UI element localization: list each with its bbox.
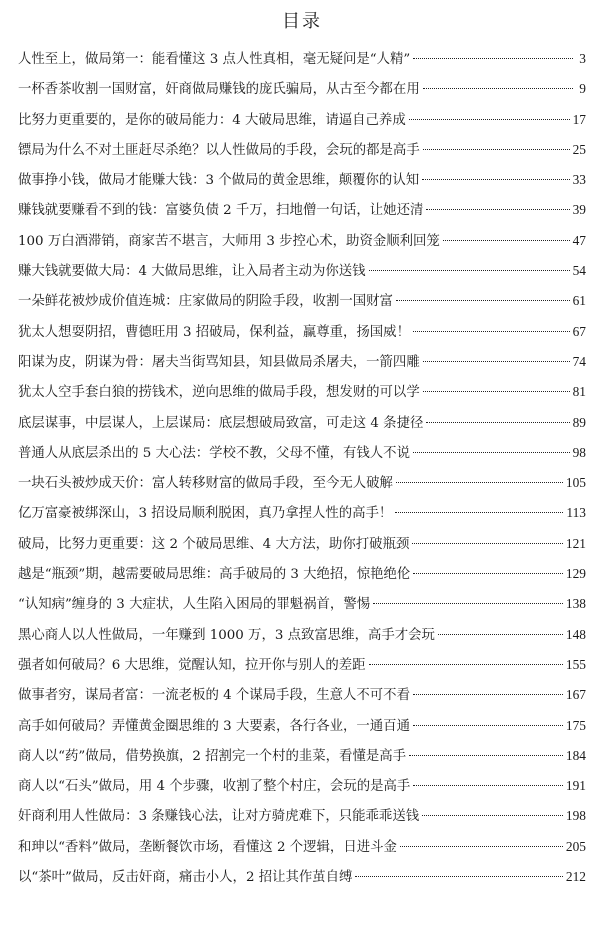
- dot-leader: [413, 58, 573, 59]
- toc-entry-title: 底层谋事，中层谋人，上层谋局：底层想破局致富，可走这 4 条捷径: [18, 415, 424, 431]
- dot-leader: [423, 361, 570, 362]
- toc-entry-page-number: 47: [572, 232, 586, 248]
- dot-leader: [443, 240, 570, 241]
- toc-entry[interactable]: [18, 624, 586, 654]
- toc-entry-title: 人性至上，做局第一：能看懂这 3 点人性真相，毫无疑问是“人精”: [18, 52, 411, 67]
- toc-entry[interactable]: [18, 260, 586, 290]
- toc-entry-title: 商人以“药”做局，借势换旗，2 招割完一个村的韭菜，看懂是高手: [18, 748, 407, 764]
- toc-entry-title: 和珅以“香料”做局，垄断餐饮市场，看懂这 2 个逻辑，日进斗金: [18, 839, 397, 855]
- toc-entry-title: 赚钱就要赚看不到的钱：富婆负债 2 千万，扫地僧一句话，让她还清: [18, 203, 424, 219]
- toc-entry-page-number: 175: [565, 717, 586, 733]
- toc-entry-page-number: 184: [565, 747, 586, 763]
- toc-entry[interactable]: [18, 745, 586, 775]
- toc-entry-title: 100 万白酒滞销，商家苦不堪言，大师用 3 步控心术，助资金顺利回笼: [18, 233, 440, 249]
- toc-entry[interactable]: [18, 442, 586, 472]
- toc-entry[interactable]: [18, 321, 586, 351]
- toc-entry-page-number: 105: [565, 475, 586, 491]
- dot-leader: [413, 452, 570, 453]
- toc-entry-title: 做事者穷，谋局者富：一流老板的 4 个谋局手段，生意人不可不看: [18, 688, 410, 704]
- dot-leader: [426, 422, 569, 423]
- toc-entry-page-number: 89: [572, 414, 586, 430]
- toc-entry-title: 一杯香茶收割一国财富，奸商做局赚钱的庞氏骗局，从古至今都在用: [18, 82, 420, 98]
- toc-entry-page-number: 167: [565, 687, 586, 703]
- toc-entry-title: 普通人从底层杀出的 5 大心法：学校不教，父母不懂，有钱人不说: [18, 445, 410, 461]
- toc-entry-page-number: 25: [572, 141, 586, 157]
- toc-entry-page-number: 155: [565, 656, 586, 672]
- toc-entry-title: 商人以“石头”做局，用 4 个步骤，收割了整个村庄，会玩的是高手: [18, 779, 411, 795]
- dot-leader: [413, 725, 563, 726]
- dot-leader: [412, 543, 563, 544]
- dot-leader: [413, 694, 563, 695]
- toc-entry-page-number: 74: [572, 353, 586, 369]
- toc-entry-title: 阳谋为皮，阴谋为骨：屠夫当街骂知县，知县做局杀屠夫，一箭四雕: [18, 354, 420, 370]
- toc-entry[interactable]: [18, 715, 586, 745]
- dot-leader: [422, 815, 563, 816]
- toc-entry[interactable]: [18, 866, 586, 896]
- toc-entry[interactable]: [18, 351, 586, 381]
- toc-entry[interactable]: [18, 472, 586, 502]
- toc-entry[interactable]: [18, 230, 586, 260]
- dot-leader: [400, 846, 563, 847]
- dot-leader: [438, 634, 563, 635]
- toc-entry-title: 亿万富豪被绑深山，3 招设局顺利脱困，真乃拿捏人性的高手！: [18, 506, 393, 522]
- toc-entry-title: 犹太人想耍阴招，曹德旺用 3 招破局，保利益，赢尊重，扬国威！: [18, 324, 410, 340]
- toc-entry-title: 做事挣小钱，做局才能赚大钱：3 个做局的黄金思维，颠覆你的认知: [18, 173, 420, 189]
- toc-entry-title: 镖局为什么不对土匪赶尽杀绝？以人性做局的手段，会玩的都是高手: [18, 142, 420, 158]
- toc-entry[interactable]: [18, 502, 586, 532]
- toc-entry-title: 黑心商人以人性做局，一年赚到 1000 万，3 点致富思维，高手才会玩: [18, 627, 435, 643]
- toc-entry-title: 赚大钱就要做大局：4 大做局思维，让入局者主动为你送钱: [18, 264, 366, 280]
- toc-entry-title: 以“茶叶”做局，反击奸商，痛击小人，2 招让其作茧自缚: [18, 870, 353, 886]
- dot-leader: [409, 755, 563, 756]
- toc-entry[interactable]: [18, 381, 586, 411]
- toc-entry[interactable]: [18, 533, 586, 563]
- toc-entry[interactable]: [18, 169, 586, 199]
- dot-leader: [369, 664, 563, 665]
- toc-entry-page-number: 61: [572, 293, 586, 309]
- toc-entry-title: 奸商利用人性做局：3 条赚钱心法，让对方骑虎难下，只能乖乖送钱: [18, 809, 420, 825]
- dot-leader: [423, 149, 570, 150]
- toc-entry-title: 越是“瓶颈”期，越需要破局思维：高手破局的 3 大绝招，惊艳绝伦: [18, 567, 411, 583]
- toc-entry[interactable]: [18, 139, 586, 169]
- toc-entry[interactable]: [18, 775, 586, 805]
- toc-entry-page-number: 3: [579, 51, 586, 66]
- toc-entry[interactable]: [18, 199, 586, 229]
- toc-entry[interactable]: [18, 78, 586, 108]
- dot-leader: [413, 331, 570, 332]
- toc-entry-page-number: 121: [565, 535, 586, 551]
- toc-entry-page-number: 138: [565, 596, 586, 612]
- toc-entry-page-number: 191: [565, 778, 586, 794]
- toc-entry-page-number: 9: [579, 81, 586, 97]
- toc-entry[interactable]: [18, 48, 586, 78]
- dot-leader: [396, 300, 570, 301]
- dot-leader: [413, 573, 563, 574]
- toc-entry-page-number: 113: [566, 505, 586, 521]
- toc-entry-title: 高手如何破局？弄懂黄金圈思维的 3 大要素，各行各业，一通百通: [18, 718, 410, 734]
- dot-leader: [426, 209, 569, 210]
- dot-leader: [369, 270, 570, 271]
- toc-entry-title: 强者如何破局？6 大思维，觉醒认知，拉开你与别人的差距: [18, 657, 366, 673]
- toc-entry[interactable]: [18, 412, 586, 442]
- toc-entry-title: 一朵鲜花被炒成价值连城：庄家做局的阴险手段，收割一国财富: [18, 294, 393, 310]
- toc-entry-title: 破局，比努力更重要：这 2 个破局思维、4 大方法，助你打破瓶颈: [18, 536, 410, 552]
- dot-leader: [355, 876, 562, 877]
- dot-leader: [423, 88, 573, 89]
- toc-entry-page-number: 198: [565, 808, 586, 824]
- toc-entry-title: “认知病”缠身的 3 大症状，人生陷入困局的罪魁祸首，警惕: [18, 597, 371, 613]
- toc-entry-title: 比努力更重要的，是你的破局能力：4 大破局思维，请逼自己养成: [18, 112, 406, 128]
- toc-entry-page-number: 212: [565, 869, 586, 885]
- toc-entry-page-number: 17: [572, 111, 586, 127]
- toc-entry-page-number: 33: [572, 172, 586, 188]
- toc-entry-page-number: 205: [565, 838, 586, 854]
- dot-leader: [395, 512, 563, 513]
- toc-entry[interactable]: [18, 836, 586, 866]
- toc-entry[interactable]: [18, 805, 586, 835]
- toc-entry-page-number: 54: [572, 263, 586, 279]
- dot-leader: [413, 785, 563, 786]
- toc-entry-page-number: 148: [565, 626, 586, 642]
- toc-entry[interactable]: [18, 563, 586, 593]
- toc-entry[interactable]: [18, 290, 586, 320]
- toc-entry[interactable]: [18, 654, 586, 684]
- toc-entry-page-number: 81: [572, 384, 586, 400]
- dot-leader: [423, 391, 570, 392]
- dot-leader: [422, 179, 570, 180]
- toc-title: 目录: [282, 11, 322, 32]
- toc-entry-page-number: 67: [572, 323, 586, 339]
- toc-entry[interactable]: [18, 684, 586, 714]
- toc-entry[interactable]: [18, 109, 586, 139]
- toc-entry-page-number: 129: [565, 566, 586, 582]
- toc-entry[interactable]: [18, 593, 586, 623]
- toc-entry-title: 犹太人空手套白狼的捞钱术，逆向思维的做局手段，想发财的可以学: [18, 385, 420, 401]
- toc-entry-page-number: 98: [572, 444, 586, 460]
- toc-entry-title: 一块石头被炒成天价：富人转移财富的做局手段，至今无人破解: [18, 476, 393, 492]
- dot-leader: [396, 482, 563, 483]
- toc-entry-page-number: 39: [572, 202, 586, 218]
- toc-list: [18, 48, 586, 896]
- dot-leader: [409, 119, 570, 120]
- dot-leader: [373, 603, 563, 604]
